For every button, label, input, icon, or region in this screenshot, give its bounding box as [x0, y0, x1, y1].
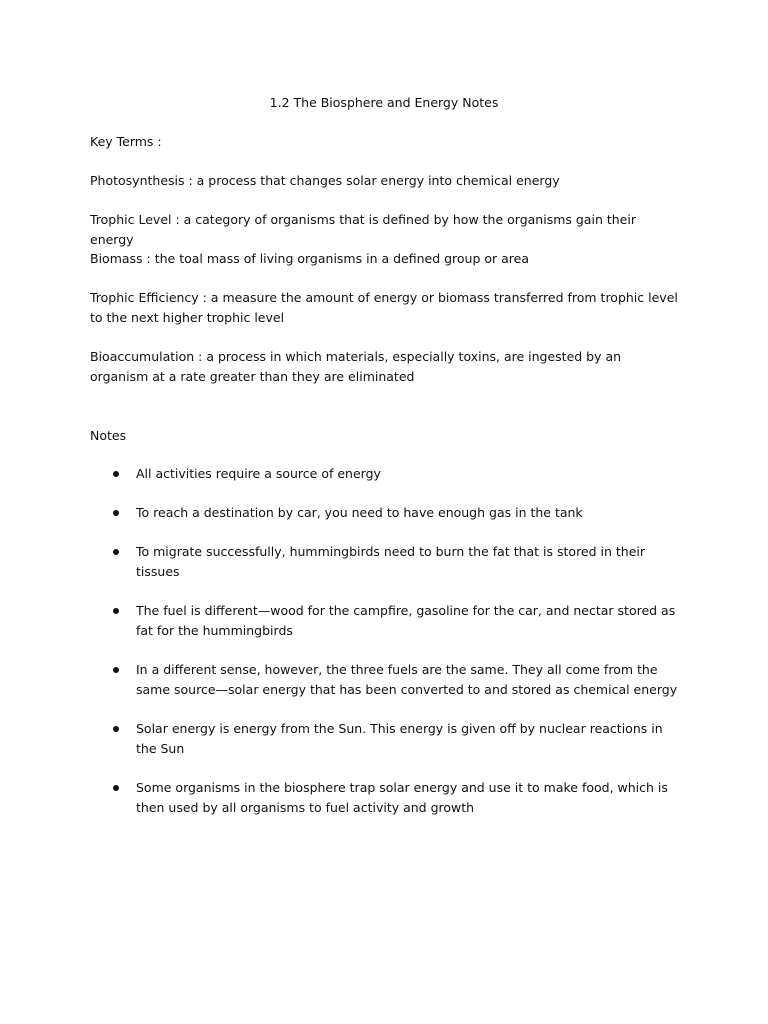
note-text: The fuel is different—wood for the campfire, gasoline for the car, and nectar stored as fat for the hummingbirds	[136, 603, 676, 638]
bullet-icon	[113, 785, 119, 791]
list-item	[90, 542, 680, 582]
notes-list	[90, 464, 680, 837]
bullet-icon	[113, 549, 119, 555]
note-text: To reach a destination by car, you need to have enough gas in the tank	[136, 505, 583, 520]
document-title: 1.2 The Biosphere and Energy Notes	[269, 95, 499, 110]
bullet-icon	[113, 726, 119, 732]
list-item	[90, 601, 680, 641]
list-item	[90, 660, 680, 700]
note-text: All activities require a source of energy	[136, 466, 381, 481]
term-trophic-efficiency: Trophic Efficiency : a measure the amount of energy or biomass transferred from trophic level to the next higher trophic level	[90, 290, 678, 325]
note-text: In a different sense, however, the three fuels are the same. They all come from the same source—solar energy that has been converted to and stored as chemical energy	[136, 662, 678, 697]
bullet-icon	[113, 608, 119, 614]
note-text: Some organisms in the biosphere trap solar energy and use it to make food, which is then used by all organisms to fuel activity and growth	[136, 780, 668, 815]
bullet-icon	[113, 510, 119, 516]
note-text: To migrate successfully, hummingbirds need to burn the fat that is stored in their tissues	[136, 544, 646, 579]
bullet-icon	[113, 667, 119, 673]
term-biomass: Biomass : the toal mass of living organisms in a defined group or area	[90, 251, 530, 266]
list-item	[90, 464, 680, 484]
bullet-icon	[113, 471, 119, 477]
term-trophic-level: Trophic Level : a category of organisms that is defined by how the organisms gain their energy	[90, 212, 636, 247]
term-bioaccumulation: Bioaccumulation : a process in which materials, especially toxins, are ingested by an organism at a rate greater than they are eliminated	[90, 349, 622, 384]
list-item	[90, 778, 680, 818]
note-text: Solar energy is energy from the Sun. This energy is given off by nuclear reactions in the Sun	[136, 721, 663, 756]
notes-heading: Notes	[90, 428, 127, 443]
term-photosynthesis: Photosynthesis : a process that changes solar energy into chemical energy	[90, 173, 560, 188]
list-item	[90, 719, 680, 759]
list-item	[90, 503, 680, 523]
key-terms-heading: Key Terms :	[90, 134, 162, 149]
